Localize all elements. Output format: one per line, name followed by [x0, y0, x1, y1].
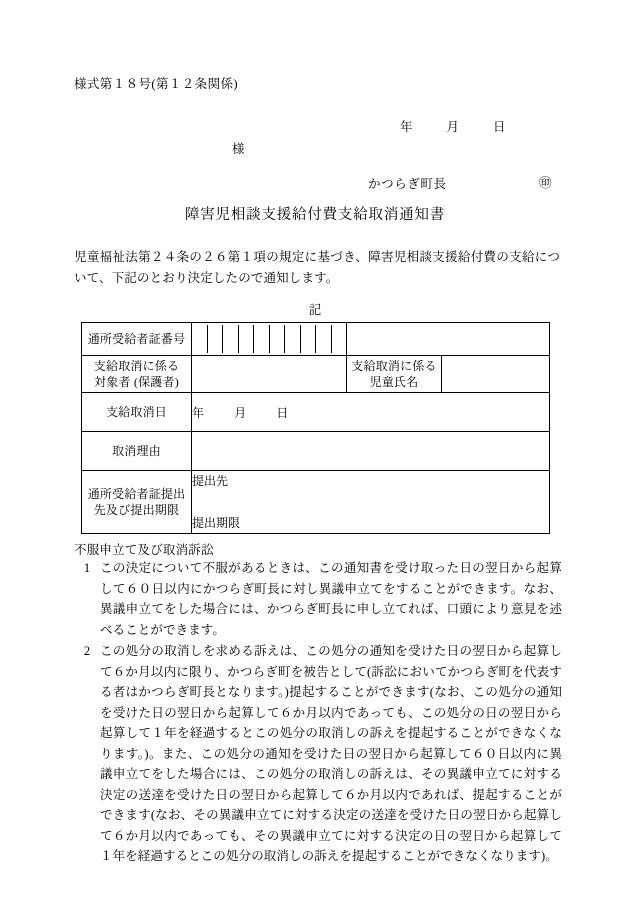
- receipt-number-digit-grid[interactable]: [192, 325, 346, 353]
- submission-label: [82, 471, 192, 534]
- child-name-label-line2: 児童氏名: [369, 375, 419, 389]
- table-row-submission: [82, 471, 550, 534]
- date-month-label: 月: [446, 120, 460, 134]
- target-person-label: [82, 356, 192, 393]
- date-day-label: 日: [493, 120, 506, 134]
- cancel-date-month-label: 月: [234, 405, 247, 420]
- appeal-item: [74, 641, 562, 867]
- appeal-list: [74, 558, 562, 868]
- cancel-date-value[interactable]: [192, 393, 550, 432]
- appeal-item-text: この処分の取消しを求める訴えは、この処分の通知を受けた日の翌日から起算して６か月以内に限り、かつらぎ町を被告として(訴訟においてかつらぎ町を代表する者はかつらぎ町長となります。)提起することができます(なお、この処分の通知を受けた日の翌日から起算して６か月以内であっても、この処分の日の翌日から起算して１年を経過するとこの処分の取消しの訴えを提起することができなくなります。)。また、この処分の通知を受けた日の翌日から起算して６０日以内に異議申立てをした場合には、この処分の取消しの訴えは、その異議申立てに対する決定の送達を受けた日の翌日から起算して６か月以内であれば、提起することができます(なお、その異議申立てに対する決定の送達を受けた日の翌日から起算して６か月以内であっても、その異議申立てに対する決定の日の翌日から起算して１年を経過するとこの処分の取消しの訴えを提起することができなくなります)。: [100, 644, 562, 863]
- table-row-target-person: [82, 356, 550, 393]
- appeal-item: [74, 558, 562, 640]
- digit-cell[interactable]: [285, 325, 301, 353]
- date-year-label: 年: [400, 120, 413, 134]
- child-name-label-line1: 支給取消に係る: [351, 359, 437, 373]
- digit-cell[interactable]: [192, 325, 208, 353]
- cancel-date-year-label: 年: [192, 405, 205, 420]
- cancel-reason-value[interactable]: [192, 432, 550, 471]
- receipt-number-input[interactable]: [192, 323, 347, 356]
- digit-cell[interactable]: [208, 325, 224, 353]
- table-row-cancel-reason: [82, 432, 550, 471]
- digit-cell[interactable]: [332, 325, 347, 353]
- child-name-value[interactable]: [442, 356, 550, 393]
- digit-cell[interactable]: [223, 325, 239, 353]
- ki-marker: 記: [308, 303, 322, 317]
- issuer-name: かつらぎ町長: [368, 177, 447, 191]
- date-line: [400, 117, 506, 135]
- submission-label-line1: 通所受給者証提出: [87, 487, 186, 501]
- target-person-label-line1: 支給取消に係る: [93, 359, 180, 373]
- digit-cell[interactable]: [254, 325, 270, 353]
- form-number: 様式第１８号(第１２条関係): [74, 77, 238, 91]
- digit-cell[interactable]: [270, 325, 286, 353]
- appeal-item-number: 1: [83, 561, 91, 575]
- submission-destination-label: 提出先: [192, 474, 229, 488]
- receipt-number-blank-area[interactable]: [347, 323, 550, 356]
- addressee-line: 様: [232, 142, 245, 156]
- receipt-number-label: 通所受給者証番号: [82, 323, 192, 356]
- seal-icon: ㊞: [539, 176, 552, 190]
- submission-label-line2: 先及び提出期限: [93, 503, 180, 517]
- appeal-heading: 不服申立て及び取消訴訟: [74, 543, 214, 557]
- submission-value[interactable]: [192, 471, 550, 534]
- intro-paragraph: 児童福祉法第２４条の２６第１項の規定に基づき、障害児相談支援給付費の支給について、下記のとおり決定したので通知します。: [74, 250, 560, 285]
- child-name-label: [347, 356, 442, 393]
- page-title: 障害児相談支援給付費支給取消通知書: [184, 207, 446, 223]
- digit-cell[interactable]: [239, 325, 255, 353]
- appeal-item-number: 2: [83, 644, 91, 658]
- cancel-reason-label: 取消理由: [82, 432, 192, 471]
- digit-cell[interactable]: [316, 325, 332, 353]
- digit-cell[interactable]: [301, 325, 317, 353]
- submission-deadline-label: 提出期限: [192, 516, 241, 530]
- table-row-cancel-date: [82, 393, 550, 432]
- target-person-label-line2: 対象者 (保護者): [94, 375, 179, 389]
- appeal-item-text: この決定について不服があるときは、この通知書を受け取った日の翌日から起算して６０日以内にかつらぎ町長に対し異議申立てをすることができます。なお、異議申立てをした場合には、かつらぎ町長に申し立てれば、口頭により意見を述べることができます。: [100, 561, 562, 637]
- target-person-value[interactable]: [192, 356, 347, 393]
- cancel-date-day-label: 日: [276, 405, 289, 420]
- cancel-date-label: 支給取消日: [82, 393, 192, 432]
- notification-table: [81, 322, 550, 534]
- table-row-receipt-number: [82, 323, 550, 356]
